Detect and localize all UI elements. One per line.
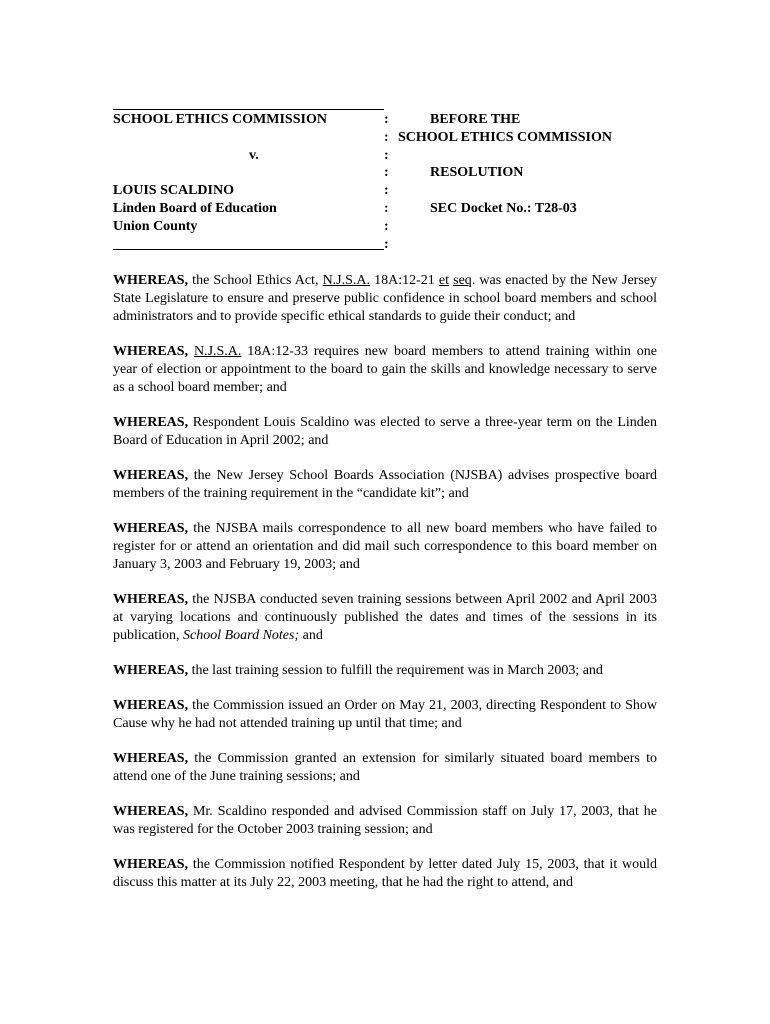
whereas-lead: WHEREAS, [113,698,189,713]
caption-top-rule [113,109,384,110]
whereas-lead: WHEREAS, [113,415,189,430]
caption-colon: : [384,201,389,216]
caption-bottom-rule [113,249,384,250]
respondent-county: Union County [113,219,198,234]
whereas-paragraph [113,697,657,733]
respondent-board: Linden Board of Education [113,201,277,216]
whereas-lead: WHEREAS, [113,521,189,536]
document-title: RESOLUTION [430,165,524,180]
whereas-paragraph [113,750,657,786]
versus-label: v. [249,148,259,163]
whereas-paragraph [113,272,657,326]
citation-text: seq [453,273,472,288]
citation-text: N.J.S.A. [322,273,371,288]
caption-colon: : [384,130,389,145]
whereas-paragraph [113,343,657,397]
whereas-paragraph [113,414,657,450]
docket-number: SEC Docket No.: T28-03 [430,201,577,216]
whereas-lead: WHEREAS, [113,663,189,678]
whereas-lead: WHEREAS, [113,468,189,483]
whereas-lead: WHEREAS, [113,592,189,607]
whereas-paragraph [113,662,657,680]
caption-colon: : [384,165,389,180]
forum-label: BEFORE THE [430,112,521,127]
paragraph-text: the Commission issued an Order on May 21, 2003, directing Respondent to Show Cause why he had not attended training up until that time; and [113,698,657,731]
caption-colon: : [384,148,389,163]
caption-colon: : [384,183,389,198]
paragraph-text: Respondent Louis Scaldino was elected to serve a three-year term on the Linden Board of Education in April 2002; and [113,415,657,448]
publication-title: School Board Notes; [183,628,300,643]
paragraph-text: the last training session to fulfill the requirement was in March 2003; and [188,663,603,678]
whereas-paragraph [113,803,657,839]
paragraph-text: 18A:12-21 [370,273,439,288]
resolution-body [113,272,657,909]
whereas-lead: WHEREAS, [113,751,189,766]
caption-colon: : [384,219,389,234]
whereas-lead: WHEREAS, [113,804,189,819]
paragraph-text: and [299,628,323,643]
paragraph-text: Mr. Scaldino responded and advised Commission staff on July 17, 2003, that he was registered for the October 2003 training session; and [113,804,657,837]
caption-colon: : [384,112,389,127]
case-caption [113,102,673,252]
caption-colon: : [384,237,389,252]
whereas-paragraph [113,591,657,645]
whereas-lead: WHEREAS, [113,273,189,288]
whereas-lead: WHEREAS, [113,857,189,872]
whereas-paragraph [113,467,657,503]
whereas-lead: WHEREAS, [113,344,189,359]
paragraph-text: the Commission granted an extension for similarly situated board members to attend one of the June training sessions; and [113,751,657,784]
citation-text: N.J.S.A. [193,344,242,359]
paragraph-text: the New Jersey School Boards Association (NJSBA) advises prospective board members of the training requirement in the “candidate kit”; and [113,468,657,501]
complainant-name: SCHOOL ETHICS COMMISSION [113,112,327,127]
paragraph-text: the Commission notified Respondent by letter dated July 15, 2003, that it would discuss this matter at its July 22, 2003 meeting, that he had the right to attend, and [113,857,657,890]
paragraph-text: 18A:12-33 requires new board members to attend training within one year of election or appointment to the board to gain the skills and knowledge necessary to serve as a school board member; and [113,344,658,395]
whereas-paragraph [113,520,657,574]
forum-name: SCHOOL ETHICS COMMISSION [398,130,612,145]
whereas-paragraph [113,856,657,892]
paragraph-text: . was enacted by the New Jersey State Legislature to ensure and preserve public confidence in school board members and school administrators and to provide specific ethical standards to guide their conduct; and [113,273,658,324]
paragraph-text: the NJSBA mails correspondence to all new board members who have failed to register for or attend an orientation and did mail such correspondence to this board member on January 3, 2003 and February 19, 2003; and [113,521,657,572]
paragraph-text: the School Ethics Act, [188,273,323,288]
citation-text: et [438,273,450,288]
paragraph-text: the NJSBA conducted seven training sessions between April 2002 and April 2003 at varying locations and continuously published the dates and times of the sessions in its publication, [113,592,657,643]
respondent-name: LOUIS SCALDINO [113,183,234,198]
